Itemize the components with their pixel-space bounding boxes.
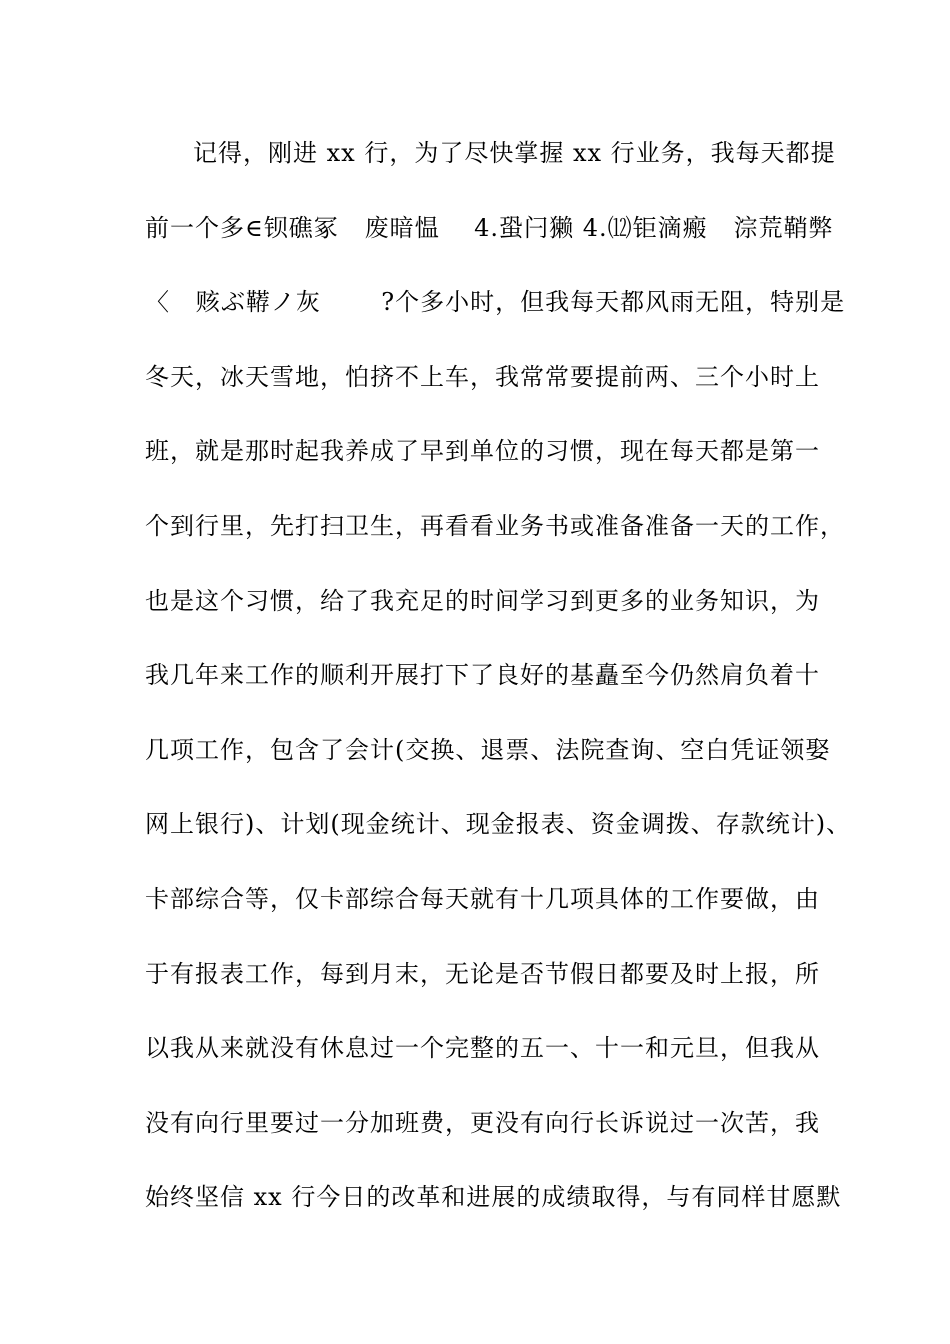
text-line: 也是这个习惯，给了我充足的时间学习到更多的业务知识，为: [145, 586, 820, 615]
text-line: 卡部综合等，仅卡部综合每天就有十几项具体的工作要做，由: [145, 884, 820, 913]
text-line: 我几年来工作的顺利开展打下了良好的基矗至今仍然肩负着十: [145, 661, 820, 690]
text-line: 前一个多∈钡礁冢 废暗愠 4.蛩闩獭 4.⑿钜滴瘢 淙荒鞘弊: [145, 213, 834, 242]
text-line: 冬天，冰天雪地，怕挤不上车，我常常要提前两、三个小时上: [145, 362, 820, 391]
text-line: 网上银行)、计划(现金统计、现金报表、资金调拨、存款统计)、: [145, 810, 852, 839]
text-line: 个到行里，先打扫卫生，再看看业务书或准备准备一天的工作，: [145, 511, 845, 540]
text-line: 以我从来就没有休息过一个完整的五一、十一和元旦，但我从: [145, 1034, 820, 1063]
text-line: 班，就是那时起我养成了早到单位的习惯，现在每天都是第一: [145, 437, 820, 466]
text-line: 几项工作，包含了会计(交换、退票、法院查询、空白凭证领娶: [145, 735, 831, 764]
text-line: 记得，刚进 xx 行，为了尽快掌握 xx 行业务，我每天都提: [193, 139, 836, 167]
body-text: [145, 133, 852, 1252]
text-line: 〈 赅ぶ鞯ノ灰 ?个多小时，但我每天都风雨无阻，特别是: [145, 288, 846, 317]
text-line: 没有向行里要过一分加班费，更没有向行长诉说过一次苦，我: [145, 1108, 820, 1137]
text-line: 于有报表工作，每到月末，无论是否节假日都要及时上报，所: [145, 959, 820, 988]
text-line: 始终坚信 xx 行今日的改革和进展的成绩取得，与有同样甘愿默: [145, 1183, 842, 1212]
